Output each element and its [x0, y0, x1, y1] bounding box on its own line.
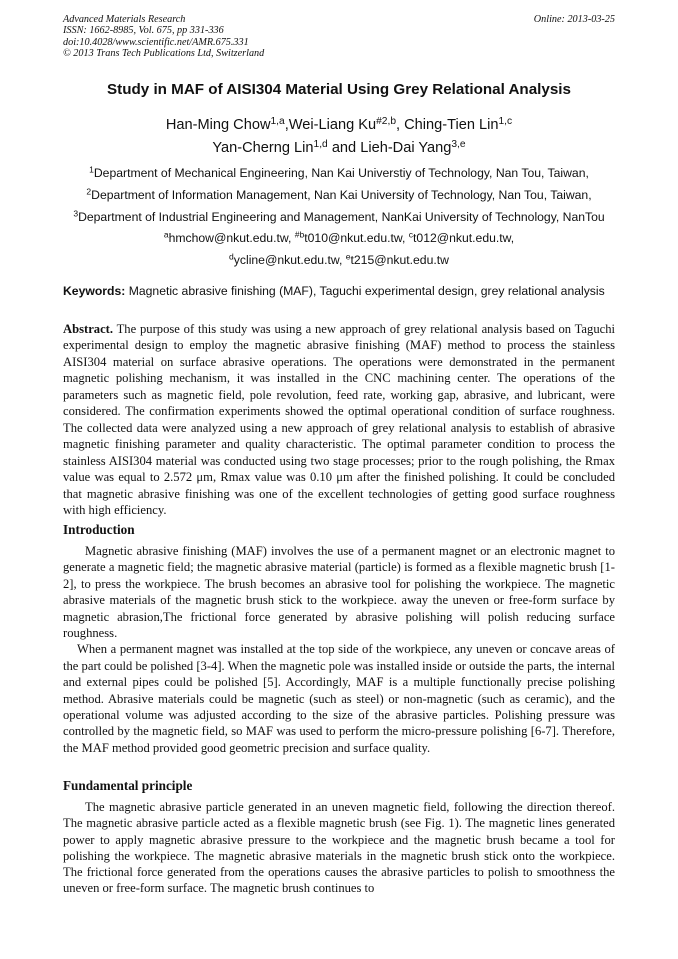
paragraph: Magnetic abrasive finishing (MAF) involves the use of a permanent magnet or an electronic magnet to generate a magnetic field; the magnetic abrasive material (particle) is formed as a flexible magnetic brush [1-2], to press the workpiece. The brush becomes an abrasive tool for polishing the workpiece. The magnetic abrasive materials of the magnetic brush stick to the workpiece. away the uneven or free-form surface by magnetic abrasion,The frictional force generated by abrasive polishing will polish reducing surface roughness.: [63, 544, 615, 641]
affiliation: [0, 162, 678, 184]
email-sup: e: [345, 251, 351, 262]
online-date: Online: 2013-03-25: [533, 14, 615, 25]
paragraph: The magnetic abrasive particle generated in an uneven magnetic field, following the direction thereof. The magnetic abrasive particle acted as a flexible magnetic brush (see Fig. 1). The magnetic lines generated power to apply magnetic abrasive pressure to the workpiece and the magnetic brush became a tool for polishing the workpiece. The magnetic abrasive materials in the magnetic brush stick onto the workpiece. The frictional force generated from the operations causes the abrasive particles to polish to smoothness the uneven or free-form surface. The magnetic brush continues to: [63, 800, 615, 896]
author-sup: 1,d: [313, 138, 328, 150]
abstract-label: Abstract.: [63, 322, 114, 336]
issn-line: ISSN: 1662-8985, Vol. 675, pp 331-336: [63, 25, 224, 37]
email-link[interactable]: ycline@nkut.edu.tw,: [233, 253, 343, 267]
affiliation-text: Department of Information Management, Nan Kai University of Technology, Nan Tou, Taiwan,: [91, 188, 592, 202]
fundamental-body: [63, 799, 615, 897]
page-header: [63, 14, 615, 60]
abstract-text: The purpose of this study was using a new approach of grey relational analysis based on Taguchi experimental design to employ the magnetic abrasive finishing (MAF) method to process the stainless AISI304 material on surface abrasive operations. The operations were demonstrated in the permanent magnetic polishing mechanism, it was installed in the CNC machining center. The operations of the parameters such as magnetic field, pole revolution, feed rate, working gap, abrasive, and lubricant, were considered. The confirmation experiments showed the optimal operational condition of surface roughness. The collected data were analyzed using a new approach of grey relational analysis to establish of abrasive magnetic finishing parameter and quality characteristic. The optimal parameter condition to process the stainless AISI304 material was conducted using two stage processes; prior to the rough polishing, the Rmax value was equal to 2.572 μm, Rmax value was 0.10 μm after the finished polishing. It could be concluded that magnetic abrasive finishing was one of the excellent technologies of getting good surface roughness with high efficiency.: [63, 322, 615, 517]
keywords: [63, 284, 615, 299]
affiliation-text: Department of Industrial Engineering and Management, NanKai University of Technology, NanTou: [78, 210, 605, 224]
introduction-heading: Introduction: [63, 522, 135, 537]
email-link[interactable]: hmchow@nkut.edu.tw,: [168, 231, 292, 245]
affiliation-list: [0, 162, 678, 228]
email-link[interactable]: t010@nkut.edu.tw,: [304, 231, 406, 245]
author-name: Han-Ming Chow: [165, 117, 271, 133]
copyright-line: © 2013 Trans Tech Publications Ltd, Switzerland: [63, 48, 265, 60]
email-sup: c: [408, 229, 414, 240]
author-line-1: Han-Ming Chow$^{1,a}$,Wei-Liang Ku$^{\#2,b}$, Ching-Tien Lin$^{1,c}$: [165, 115, 513, 133]
author-name: Ching-Tien Lin: [404, 117, 499, 133]
author-sup: #2,b: [376, 115, 397, 127]
affiliation-text: Department of Mechanical Engineering, Nan Kai Universtiy of Technology, Nan Tou, Taiwan,: [93, 166, 589, 180]
author-name: Wei-Liang Ku: [288, 117, 377, 133]
abstract: [63, 321, 615, 518]
affiliation: [0, 206, 678, 228]
email-sup: #b: [294, 229, 305, 240]
author-list: [0, 114, 678, 160]
email-link[interactable]: t215@nkut.edu.tw: [350, 253, 449, 267]
fundamental-heading: Fundamental principle: [63, 778, 193, 793]
journal-name: Advanced Materials Research: [63, 14, 186, 25]
keywords-label: Keywords:: [63, 284, 126, 298]
author-sup: 1,a: [270, 115, 285, 127]
doi-line: doi:10.4028/www.scientific.net/AMR.675.331: [63, 36, 249, 48]
author-sup: 3,e: [451, 138, 466, 150]
paper-title: Study in MAF of AISI304 Material Using Grey Relational Analysis: [107, 81, 571, 98]
affiliation-sup: 1: [89, 164, 94, 175]
author-sup: 1,c: [498, 115, 513, 127]
author-name: Lieh-Dai Yang: [360, 140, 452, 156]
affiliation-sup: 2: [86, 186, 92, 197]
email-line-2: [0, 249, 678, 271]
email-link[interactable]: t012@nkut.edu.tw,: [413, 231, 515, 245]
author-and: and: [331, 140, 357, 156]
author-line-2: [0, 137, 678, 160]
keywords-text: Magnetic abrasive finishing (MAF), Taguchi experimental design, grey relational analysis: [128, 284, 605, 298]
email-list: [0, 227, 678, 271]
email-sup: d: [229, 251, 234, 262]
affiliation: [0, 184, 678, 206]
author-name: Yan-Cherng Lin: [212, 140, 314, 156]
introduction-body: [63, 543, 615, 756]
email-line-1: [0, 227, 678, 249]
paragraph: When a permanent magnet was installed at the top side of the workpiece, any uneven or concave areas of the part could be polished [3-4]. When the magnetic pole was installed inside or outside the parts, the internal and external pipes could be polished [5]. Accordingly, MAF is a multiple functionally precise polishing method. Abrasive materials could be magnetic (such as steel) or non-magnetic (such as ceramic), and the operational volume was adjusted according to the size of the abrasive particles. Polishing pressure was controlled by the magnetic field, so MAF was used to perform the micro-pressure polishing [6-7]. Therefore, the MAF method provided good geometric precision and surface quality.: [63, 642, 615, 755]
affiliation-sup: 3: [73, 208, 79, 219]
email-sup: a: [163, 229, 169, 240]
